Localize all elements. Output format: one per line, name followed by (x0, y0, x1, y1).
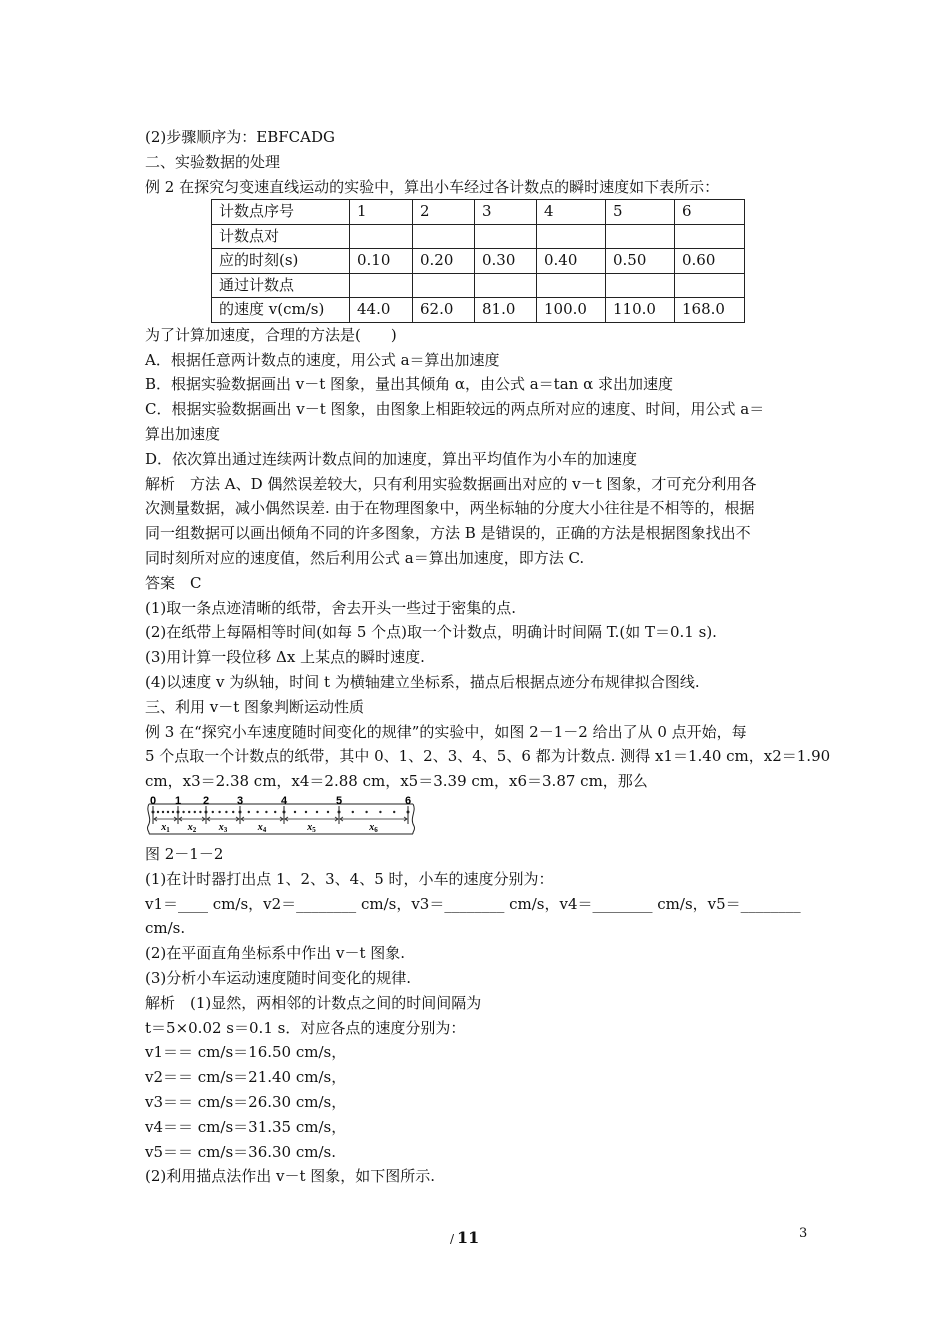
count-point-label: 1 (174, 796, 182, 808)
page-footer (450, 1228, 479, 1247)
bottom-lines (145, 842, 813, 1189)
page-number: 3 (799, 1226, 808, 1241)
text-line: 例 2 在探究匀变速直线运动的实验中，算出小车经过各计数点的瞬时速度如下表所示： (145, 177, 720, 196)
table-cell (537, 273, 606, 298)
table-cell (475, 273, 537, 298)
tape-dot (393, 811, 395, 813)
option-c: C．根据实验数据画出 v－t 图象，由图象上相距较远的两点所对应的速度、时间，用公式 a＝ (145, 400, 765, 419)
table-cell (606, 224, 675, 249)
table-cell: 0.30 (475, 249, 537, 274)
option-d: D．依次算出通过连续两计数点间的加速度，算出平均值作为小车的加速度 (145, 449, 638, 468)
tape-dot (274, 811, 276, 813)
table-cell: 0.50 (606, 249, 675, 274)
segment-label: $x_2$ (187, 822, 197, 835)
table-cell (413, 273, 475, 298)
total-pages: 11 (457, 1228, 480, 1247)
table-cell: 3 (475, 200, 537, 225)
count-point-label: 2 (202, 796, 210, 808)
document-body (145, 125, 831, 1189)
tape-dot (205, 811, 208, 814)
text-line: 同一组数据可以画出倾角不同的许多图象，方法 B 是错误的，正确的方法是根据图象找出不 (145, 524, 751, 543)
table-cell (413, 224, 475, 249)
tape-dot (283, 811, 286, 814)
table-cell (350, 273, 413, 298)
tape-dot (248, 811, 250, 813)
text-line: (4)以速度 v 为纵轴，时间 t 为横轴建立坐标系，描点后根据点迹分布规律拟合图线. (145, 673, 700, 692)
table-cell: 0.40 (537, 249, 606, 274)
table-cell (350, 224, 413, 249)
tape-dot (352, 811, 354, 813)
section-heading: 三、利用 v－t 图象判断运动性质 (145, 697, 365, 716)
tape-dot (305, 811, 307, 813)
text-line: 算出加速度 (145, 425, 221, 444)
row-header-cell: 应的时刻(s) (212, 249, 350, 274)
option-b: B．根据实验数据画出 v－t 图象，量出其倾角 α，由公式 a＝tan α 求出加速度 (145, 375, 673, 394)
paper-tape-figure (145, 796, 420, 840)
table-cell (537, 224, 606, 249)
table-cell: 6 (675, 200, 745, 225)
tape-dot (177, 811, 180, 814)
text-line: 解析 (1)显然，两相邻的计数点之间的时间间隔为 (145, 993, 482, 1012)
table-cell: 100.0 (537, 298, 606, 323)
tape-dot (232, 811, 234, 813)
table-row (212, 249, 745, 274)
row-header-cell: 计数点序号 (212, 200, 350, 225)
segment-label: $x_6$ (369, 822, 378, 835)
segment-label: $x_4$ (257, 822, 267, 835)
table-cell: 0.10 (350, 249, 413, 274)
paper-tape-drawing (145, 796, 420, 840)
text-line: (2)利用描点法作出 v－t 图象，如下图所示. (145, 1167, 436, 1186)
tape-dot (294, 811, 296, 813)
tape-dot (182, 811, 184, 813)
tape-dot (199, 811, 201, 813)
table-cell: 0.20 (413, 249, 475, 274)
tape-dot (172, 811, 174, 813)
text-line: v3＝＝ cm/s＝26.30 cm/s， (145, 1093, 347, 1111)
text-line: 次测量数据，减小偶然误差. 由于在物理图象中，两坐标轴的分度大小往往是不相等的，根据 (145, 499, 755, 518)
row-header-cell: 计数点对 (212, 224, 350, 249)
text-line: cm，x3＝2.38 cm，x4＝2.88 cm，x5＝3.39 cm，x6＝3.87 cm，那么 (145, 772, 648, 791)
text-line: (2)步骤顺序为：EBFCADG (145, 128, 335, 146)
tape-dot (265, 811, 267, 813)
table-cell: 4 (537, 200, 606, 225)
text-line: cm/s. (145, 919, 186, 938)
tape-dot (212, 811, 214, 813)
tape-dot (338, 811, 341, 814)
tape-dot (157, 811, 159, 813)
tape-dot (194, 811, 196, 813)
count-point-label: 5 (335, 796, 343, 808)
table-cell (606, 273, 675, 298)
table-row (212, 200, 745, 225)
text-line: t＝5×0.02 s＝0.1 s．对应各点的速度分别为： (145, 1018, 466, 1037)
tape-dot (316, 811, 318, 813)
text-line: (2)在纸带上每隔相等时间(如每 5 个点)取一个计数点，明确计时间隔 T.(如 T＝0.1 s). (145, 623, 717, 642)
count-point-label: 0 (149, 796, 157, 808)
row-header-cell: 通过计数点 (212, 273, 350, 298)
tape-dot (167, 811, 169, 813)
text-line: v5＝＝ cm/s＝36.30 cm/s. (145, 1142, 337, 1161)
text-line: v2＝＝ cm/s＝21.40 cm/s， (145, 1068, 347, 1087)
tape-dot (218, 811, 220, 813)
tape-dot (239, 811, 242, 814)
table-row (212, 298, 745, 323)
footer-slash: / (450, 1232, 455, 1246)
table-cell: 5 (606, 200, 675, 225)
text-line: v1＝＝ cm/s＝16.50 cm/s， (145, 1043, 347, 1062)
text-line: 5 个点取一个计数点的纸带，其中 0、1、2、3、4、5、6 都为计数点. 测得 x1＝1.40 cm，x2＝1.90 (145, 747, 831, 766)
text-line: 例 3 在“探究小车速度随时间变化的规律”的实验中，如图 2－1－2 给出了从 0 点开始，每 (145, 722, 747, 741)
table-cell: 168.0 (675, 298, 745, 323)
table-cell: 110.0 (606, 298, 675, 323)
row-header-cell: 的速度 v(cm/s) (212, 298, 350, 323)
text-line: v4＝＝ cm/s＝31.35 cm/s， (145, 1117, 347, 1136)
option-a: A．根据任意两计数点的速度，用公式 a＝算出加速度 (145, 350, 500, 369)
table-cell (475, 224, 537, 249)
text-line: v1＝____ cm/s，v2＝________ cm/s，v3＝________ cm/s，v4＝________ cm/s，v5＝________ (145, 894, 801, 913)
figure-caption: 图 2－1－2 (145, 845, 224, 864)
tape-dot (152, 811, 155, 814)
speed-table (211, 199, 745, 323)
tape-dot (162, 811, 164, 813)
question-stem: 为了计算加速度，合理的方法是( ) (145, 325, 397, 344)
segment-label: $x_3$ (218, 822, 228, 835)
tape-dot (188, 811, 190, 813)
tape-dot (256, 811, 258, 813)
tape-dot (365, 811, 367, 813)
mid-lines (145, 323, 831, 794)
segment-label: $x_5$ (307, 822, 316, 835)
text-line: (3)分析小车运动速度随时间变化的规律. (145, 969, 412, 988)
table-row (212, 273, 745, 298)
text-line: (3)用计算一段位移 Δx 上某点的瞬时速度. (145, 648, 425, 667)
table-row (212, 224, 745, 249)
text-line: 同时刻所对应的速度值，然后利用公式 a＝算出加速度，即方法 C. (145, 549, 585, 568)
text-line: 解析 方法 A、D 偶然误差较大，只有利用实验数据画出对应的 v－t 图象，才可充分利用各 (145, 474, 757, 493)
text-line: (1)在计时器打出点 1、2、3、4、5 时，小车的速度分别为： (145, 869, 554, 888)
segment-label: $x_1$ (161, 822, 170, 835)
section-heading: 二、实验数据的处理 (145, 152, 281, 171)
table-cell: 2 (413, 200, 475, 225)
tape-dot (327, 811, 329, 813)
table-cell: 44.0 (350, 298, 413, 323)
text-line: (1)取一条点迹清晰的纸带，舍去开头一些过于密集的点. (145, 598, 517, 617)
table-cell: 62.0 (413, 298, 475, 323)
top-lines (145, 125, 813, 199)
tape-dot (225, 811, 227, 813)
table-cell: 1 (350, 200, 413, 225)
count-point-label: 6 (404, 796, 412, 808)
tape-dot (407, 811, 410, 814)
count-point-label: 3 (236, 796, 244, 808)
table-cell: 0.60 (675, 249, 745, 274)
table-cell: 81.0 (475, 298, 537, 323)
tape-dot (379, 811, 381, 813)
table-cell (675, 224, 745, 249)
answer-line: 答案 C (145, 573, 202, 592)
text-line: (2)在平面直角坐标系中作出 v－t 图象. (145, 944, 406, 963)
count-point-label: 4 (280, 796, 288, 808)
table-cell (675, 273, 745, 298)
